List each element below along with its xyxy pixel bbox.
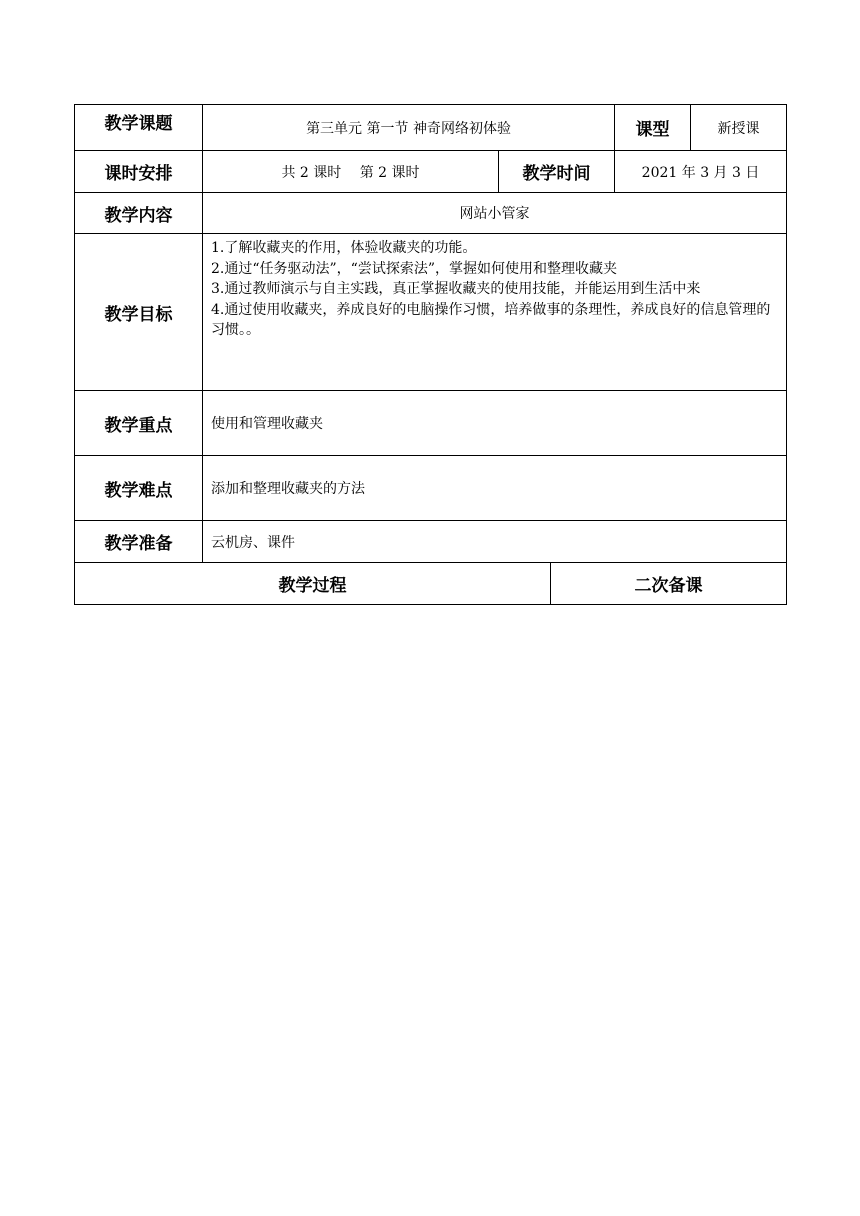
row-key-points [75,391,787,456]
content-label: 教学内容 [75,193,203,234]
key-points-value: 使用和管理收藏夹 [203,391,787,456]
goal-item: 1.了解收藏夹的作用，体验收藏夹的功能。 [211,240,477,256]
key-points-label: 教学重点 [75,391,203,456]
preparation-value: 云机房、课件 [203,521,787,563]
teaching-time-label: 教学时间 [499,151,615,193]
topic-value: 第三单元 第一节 神奇网络初体验 [203,105,615,151]
row-footer [75,563,787,605]
row-difficulties [75,456,787,521]
schedule-label: 课时安排 [75,151,203,193]
second-prep-label: 二次备课 [551,563,787,605]
row-preparation [75,521,787,563]
row-schedule [75,151,787,193]
teaching-time-value: 2021 年 3 月 3 日 [615,151,787,193]
difficulties-value: 添加和整理收藏夹的方法 [203,456,787,521]
goals-label: 教学目标 [75,234,203,391]
row-goals [75,234,787,391]
goals-list [203,234,787,391]
schedule-value: 共 2 课时 第 2 课时 [203,151,499,193]
difficulties-label: 教学难点 [75,456,203,521]
lesson-type-value: 新授课 [691,105,787,151]
topic-label: 教学课题 [75,105,203,151]
goal-item: 2.通过“任务驱动法”，“尝试探索法”，掌握如何使用和整理收藏夹 [211,260,617,277]
content-value: 网站小管家 [203,193,787,234]
row-topic [75,105,787,151]
preparation-label: 教学准备 [75,521,203,563]
lesson-type-label: 课型 [615,105,691,151]
lesson-plan-page [74,104,786,605]
process-label: 教学过程 [75,563,551,605]
row-content [75,193,787,234]
goal-item: 4.通过使用收藏夹，养成良好的电脑操作习惯，培养做事的条理性，养成良好的信息管理的习惯。。 [211,301,771,338]
lesson-plan-table [74,104,787,605]
goal-item: 3.通过教师演示与自主实践，真正掌握收藏夹的使用技能，并能运用到生活中来 [211,281,701,297]
